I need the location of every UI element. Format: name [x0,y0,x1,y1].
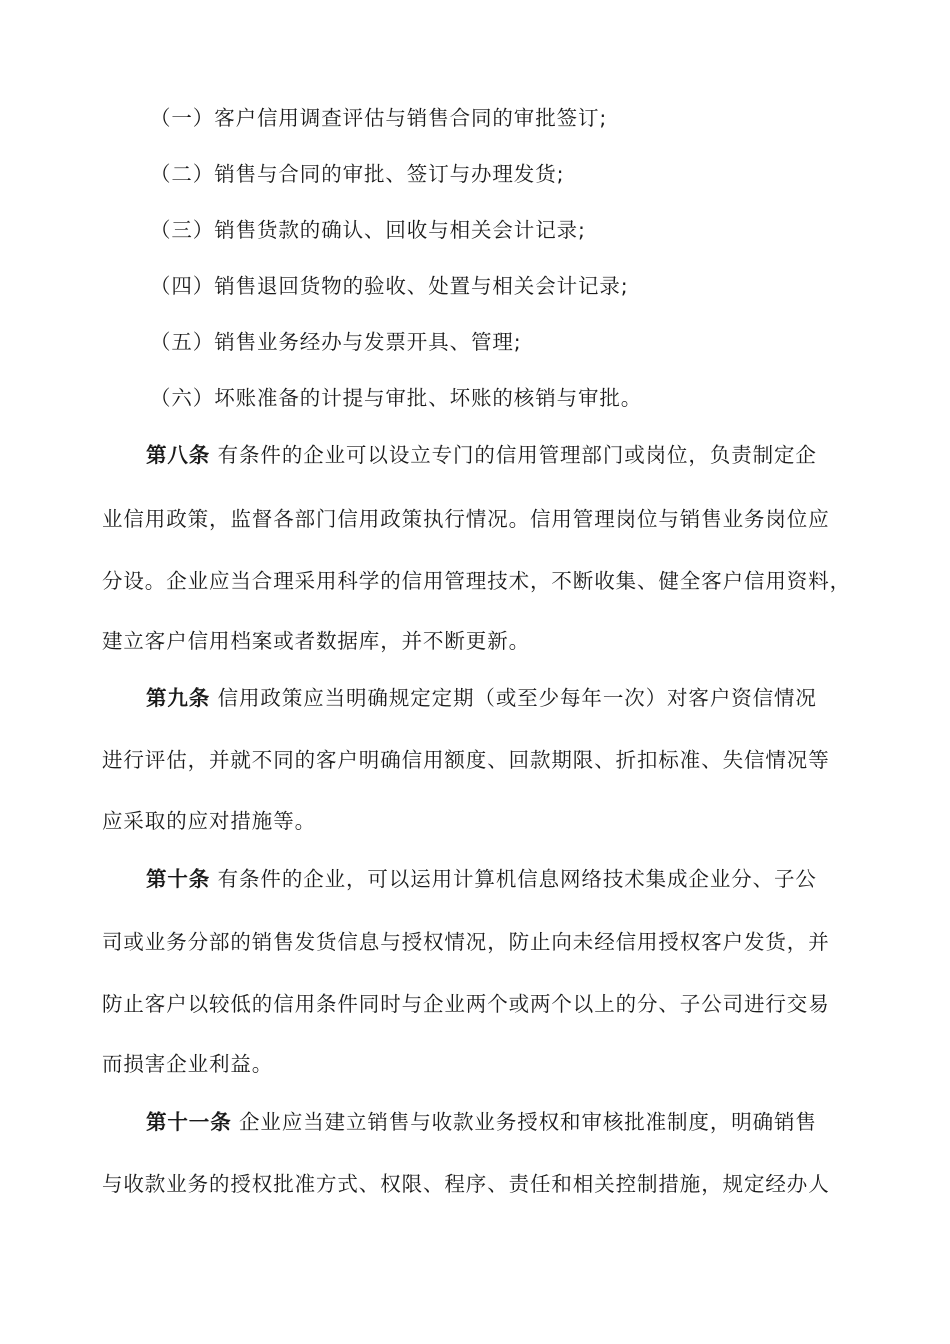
article-heading: 第九条 [146,686,211,710]
article-line: 进行评估，并就不同的客户明确信用额度、回款期限、折扣标准、失信情况等 [102,748,830,772]
list-item: （四）销售退回货物的验收、处置与相关会计记录; [150,274,629,298]
article-first-line [146,440,817,470]
list-item: （五）销售业务经办与发票开具、管理; [150,330,522,354]
list-item: （三）销售货款的确认、回收与相关会计记录; [150,218,586,242]
article-line: 防止客户以较低的信用条件同时与企业两个或两个以上的分、子公司进行交易 [102,992,830,1016]
article-first-line [146,683,817,713]
article-line: 分设。企业应当合理采用科学的信用管理技术，不断收集、健全客户信用资料， [102,569,851,593]
article-line: 应采取的应对措施等。 [102,809,316,833]
list-item: （一）客户信用调查评估与销售合同的审批签订; [150,106,608,130]
list-item: （六）坏账准备的计提与审批、坏账的核销与审批。 [150,386,643,410]
article-text: 有条件的企业，可以运用计算机信息网络技术集成企业分、子公 [217,867,817,891]
article-first-line [146,1107,817,1137]
list-item: （二）销售与合同的审批、签订与办理发货; [150,162,565,186]
article-heading: 第十一条 [146,1110,232,1134]
article-line: 业信用政策，监督各部门信用政策执行情况。信用管理岗位与销售业务岗位应 [102,507,830,531]
article-line: 与收款业务的授权批准方式、权限、程序、责任和相关控制措施，规定经办人 [102,1172,830,1196]
article-text: 企业应当建立销售与收款业务授权和审核批准制度，明确销售 [239,1110,817,1134]
article-text: 有条件的企业可以设立专门的信用管理部门或岗位，负责制定企 [217,443,817,467]
article-line: 司或业务分部的销售发货信息与授权情况，防止向未经信用授权客户发货，并 [102,930,830,954]
article-text: 信用政策应当明确规定定期（或至少每年一次）对客户资信情况 [217,686,817,710]
article-line: 而损害企业利益。 [102,1052,274,1076]
article-first-line [146,864,817,894]
article-heading: 第八条 [146,443,211,467]
article-line: 建立客户信用档案或者数据库，并不断更新。 [102,629,530,653]
article-heading: 第十条 [146,867,211,891]
